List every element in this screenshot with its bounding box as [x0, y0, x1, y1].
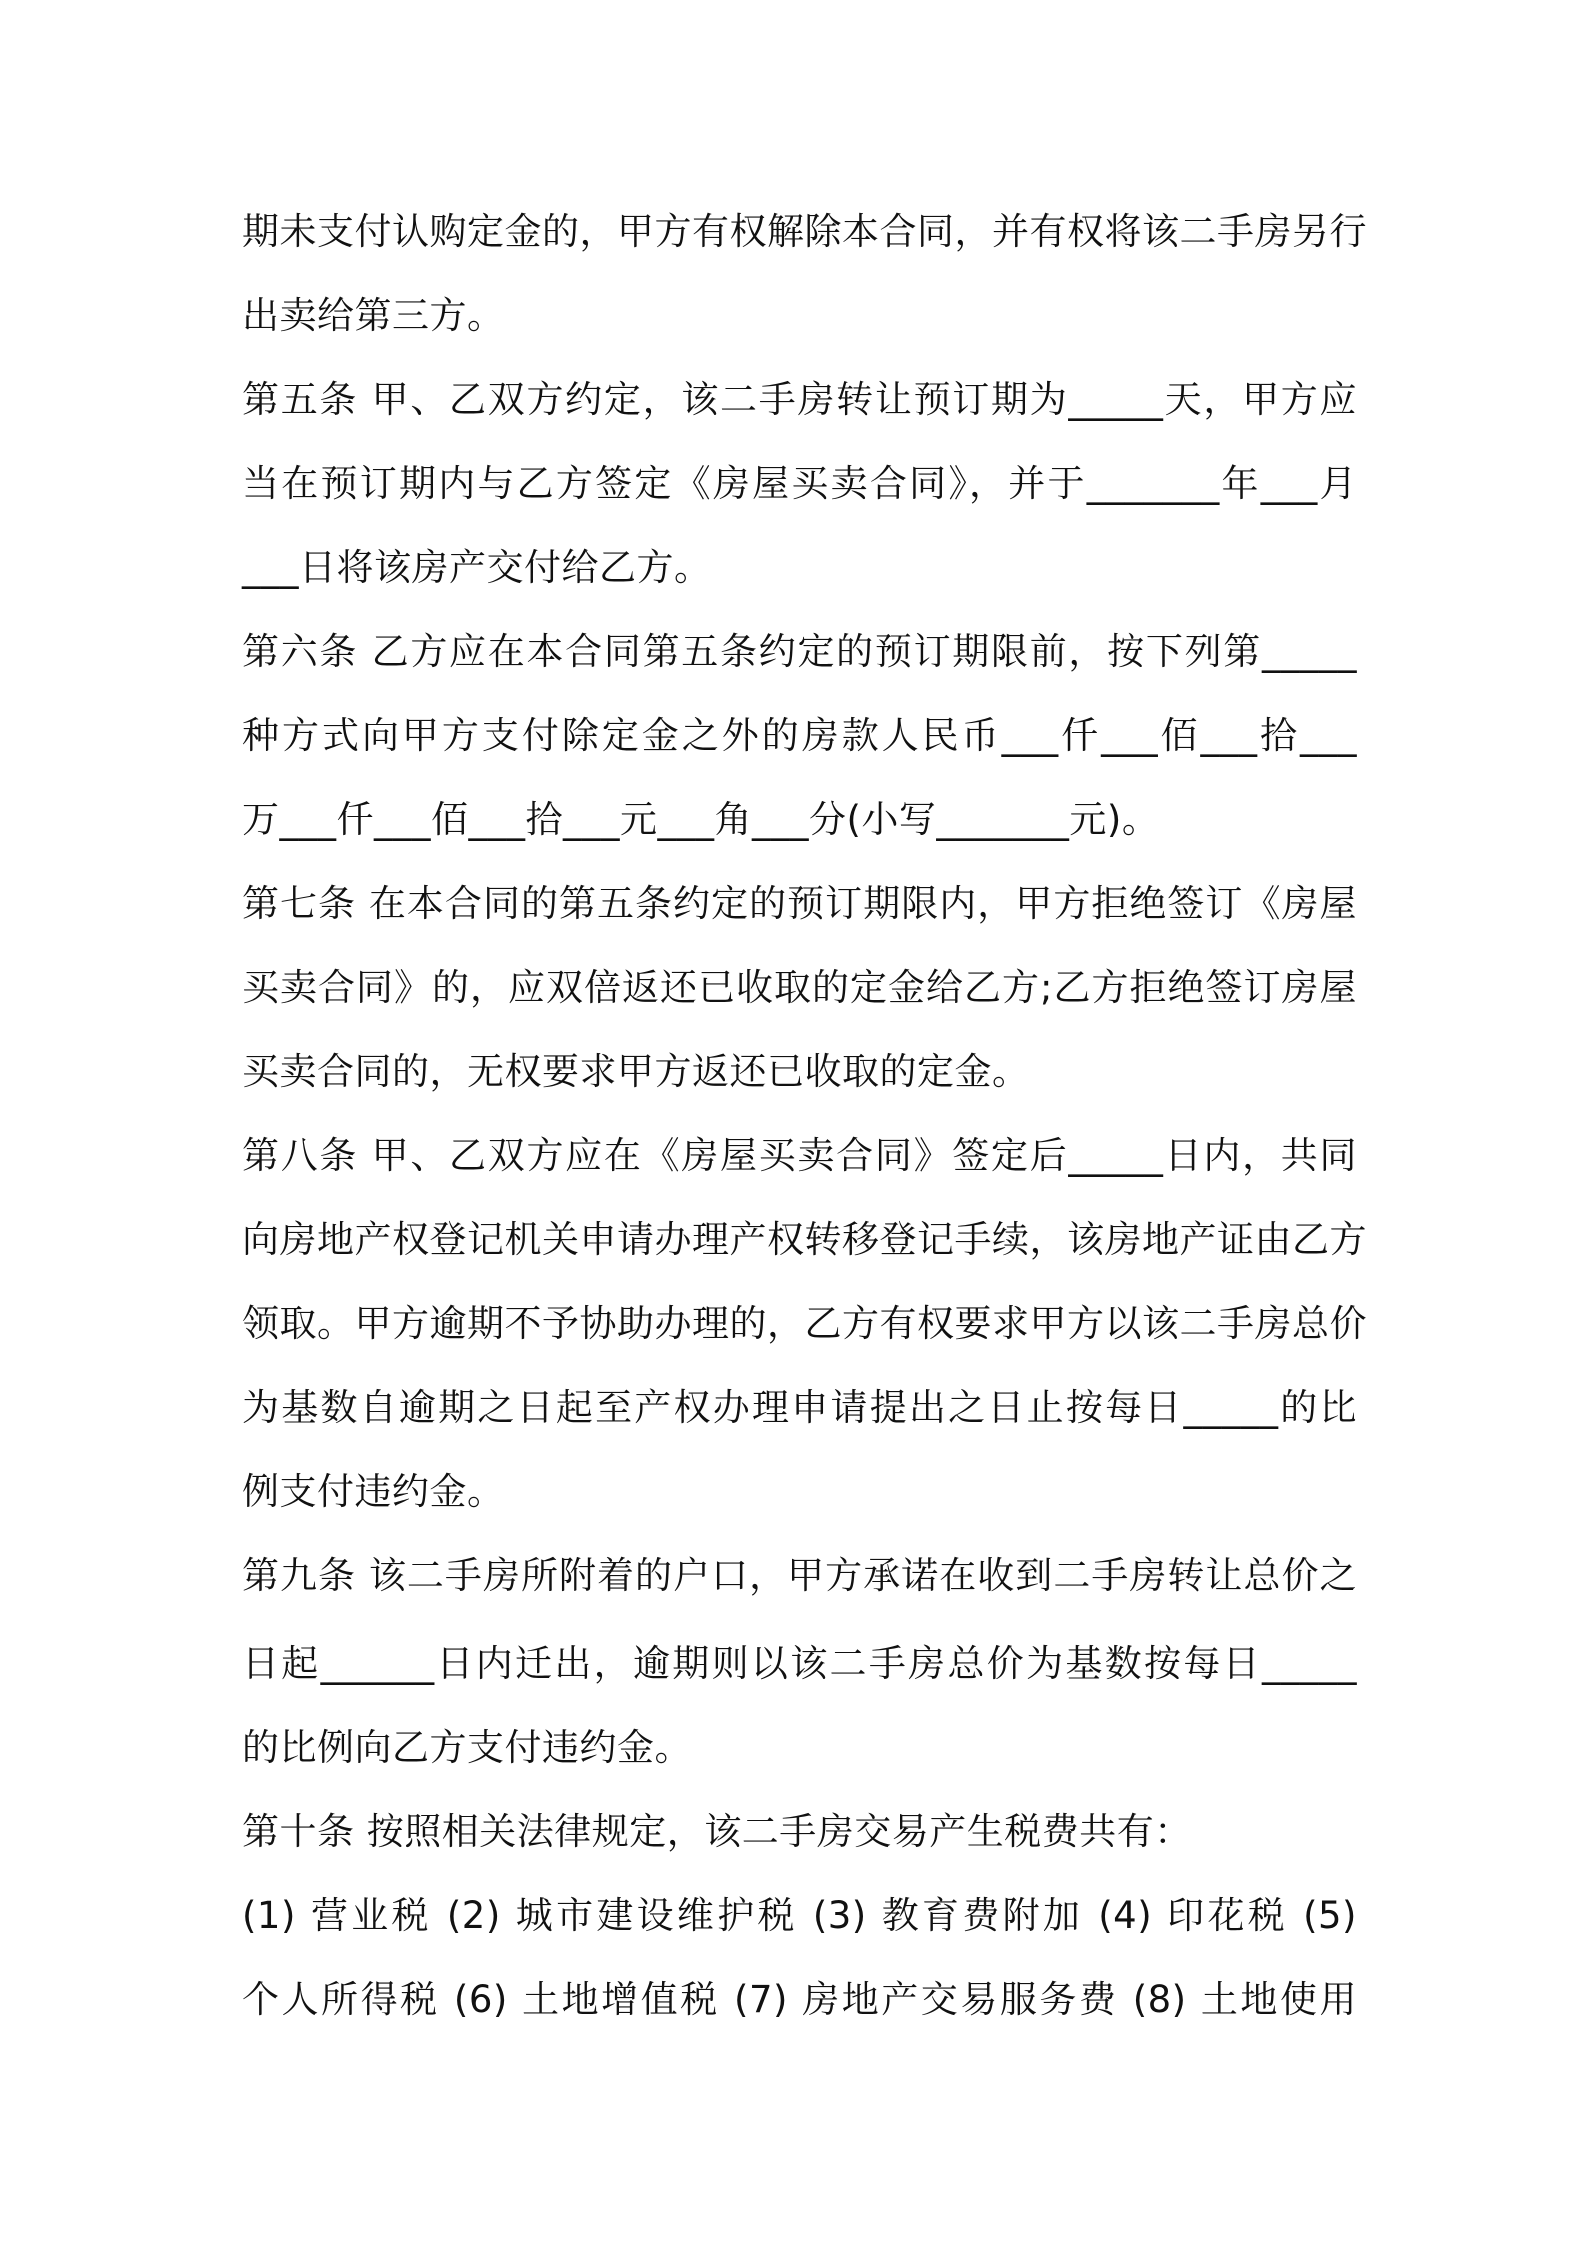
text-line: 第五条 甲、乙双方约定，该二手房转让预订期为_____天，甲方应 [242, 378, 1357, 421]
text-line: 领取。甲方逾期不予协助办理的，乙方有权要求甲方以该二手房总价 [242, 1302, 1367, 1345]
text-line: 第十条 按照相关法律规定，该二手房交易产生税费共有： [242, 1810, 1192, 1853]
text-line: 买卖合同的，无权要求甲方返还已收取的定金。 [242, 1050, 1030, 1093]
text-line: 当在预订期内与乙方签定《房屋买卖合同》，并于_______年___月 [242, 462, 1357, 505]
text-line: 第八条 甲、乙双方应在《房屋买卖合同》签定后_____日内，共同 [242, 1134, 1357, 1177]
text-line: (1) 营业税 (2) 城市建设维护税 (3) 教育费附加 (4) 印花税 (5) [242, 1894, 1357, 1937]
text-line: 出卖给第三方。 [242, 294, 505, 337]
text-line: 万___仟___佰___拾___元___角___分(小写_______元)。 [242, 798, 1160, 841]
text-line: 种方式向甲方支付除定金之外的房款人民币___仟___佰___拾___ [242, 714, 1357, 757]
text-line: 期未支付认购定金的，甲方有权解除本合同，并有权将该二手房另行 [242, 210, 1367, 253]
text-line: 个人所得税 (6) 土地增值税 (7) 房地产交易服务费 (8) 土地使用 [242, 1978, 1357, 2021]
text-line: 第九条 该二手房所附着的户口，甲方承诺在收到二手房转让总价之 [242, 1554, 1357, 1597]
text-line: 例支付违约金。 [242, 1470, 505, 1513]
text-line: 第七条 在本合同的第五条约定的预订期限内，甲方拒绝签订《房屋 [242, 882, 1357, 925]
text-line: 的比例向乙方支付违约金。 [242, 1726, 692, 1769]
text-line: ___日将该房产交付给乙方。 [242, 546, 712, 589]
text-line: 第六条 乙方应在本合同第五条约定的预订期限前，按下列第_____ [242, 630, 1357, 673]
text-line: 日起______日内迁出，逾期则以该二手房总价为基数按每日_____ [242, 1642, 1357, 1685]
text-line: 向房地产权登记机关申请办理产权转移登记手续，该房地产证由乙方 [242, 1218, 1367, 1261]
text-line: 买卖合同》的，应双倍返还已收取的定金给乙方;乙方拒绝签订房屋 [242, 966, 1357, 1009]
text-line: 为基数自逾期之日起至产权办理申请提出之日止按每日_____的比 [242, 1386, 1357, 1429]
